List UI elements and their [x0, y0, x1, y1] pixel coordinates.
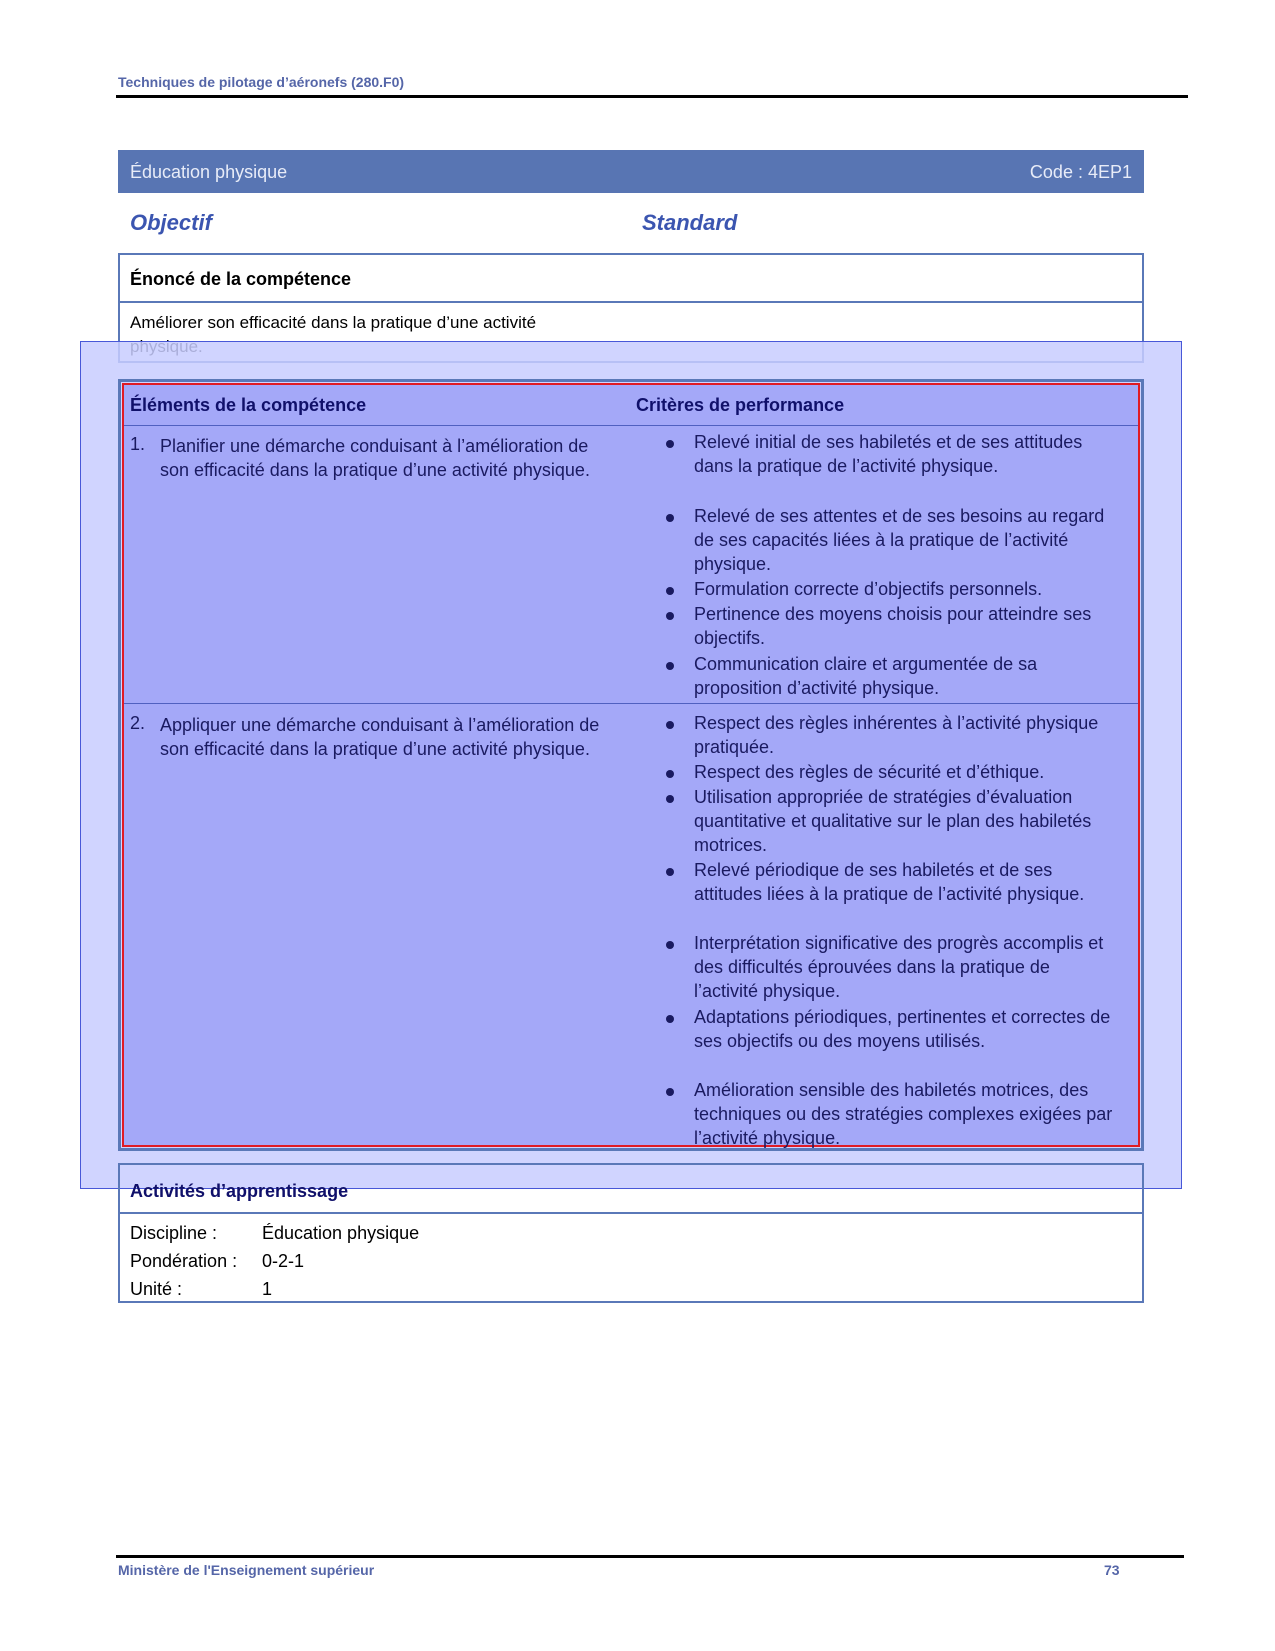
bullet-icon [666, 941, 674, 949]
bullet-icon [666, 662, 674, 670]
divider [124, 425, 1138, 426]
divider [120, 1212, 1142, 1214]
bullet-icon [666, 440, 674, 448]
divider [124, 703, 1138, 704]
elements-table [122, 383, 1140, 1147]
criterion-item: Respect des règles inhérentes à l’activité physique pratiquée. [694, 713, 1099, 757]
bullet-icon [666, 795, 674, 803]
unite-label: Unité : [130, 1279, 183, 1299]
criterion-item: Amélioration sensible des habiletés motrices, des techniques ou des stratégies complexes exigées par l’activité physique. [694, 1080, 1113, 1148]
element-number: 2. [130, 713, 146, 733]
unite-row [130, 1279, 272, 1300]
element-number: 1. [130, 434, 146, 454]
bullet-icon [666, 770, 674, 778]
ponderation-value: 0-2-1 [262, 1251, 305, 1271]
element-text: Appliquer une démarche conduisant à l’amélioration de son efficacité dans la pratique d’une activité physique. [160, 715, 600, 759]
page-number: 73 [1104, 1562, 1120, 1578]
divider [120, 301, 1142, 303]
criterion-item: Relevé initial de ses habiletés et de ses attitudes dans la pratique de l’activité physique. [694, 432, 1083, 476]
criteria-column-heading: Critères de performance [636, 395, 845, 415]
bullet-icon [666, 868, 674, 876]
criterion-item: Communication claire et argumentée de sa proposition d’activité physique. [694, 654, 1038, 698]
criterion-item: Pertinence des moyens choisis pour atteindre ses objectifs. [694, 604, 1092, 648]
document-header-title: Techniques de pilotage d’aéronefs (280.F0) [118, 74, 405, 90]
course-code: Code : 4EP1 [1029, 162, 1132, 182]
element-text: Planifier une démarche conduisant à l’amélioration de son efficacité dans la pratique d’une activité physique. [160, 436, 590, 480]
learning-activities-heading: Activités d’apprentissage [130, 1181, 349, 1201]
header-rule [116, 95, 1188, 98]
footer-rule [116, 1555, 1184, 1558]
ponderation-row [130, 1251, 304, 1272]
criterion-item: Relevé de ses attentes et de ses besoins au regard de ses capacités liées à la pratique de l’activité physique. [694, 506, 1105, 574]
ponderation-label: Pondération : [130, 1251, 238, 1271]
discipline-row [130, 1223, 419, 1244]
criterion-item: Adaptations périodiques, pertinentes et correctes de ses objectifs ou des moyens utilisés. [694, 1007, 1111, 1051]
criterion-item: Formulation correcte d’objectifs personnels. [694, 579, 1043, 599]
bullet-icon [666, 1088, 674, 1096]
bullet-icon [666, 587, 674, 595]
objective-label: Objectif [130, 210, 212, 235]
competence-statement-text: Améliorer son efficacité dans la pratique d’une activité [130, 313, 537, 332]
elements-column-heading: Éléments de la compétence [130, 395, 367, 415]
course-title-bar [118, 150, 1144, 193]
criterion-item: Utilisation appropriée de stratégies d’évaluation quantitative et qualitative sur le plan des habiletés motrices. [694, 787, 1092, 855]
criterion-item: Interprétation significative des progrès accomplis et des difficultés éprouvées dans la pratique de l’activité physique. [694, 933, 1104, 1001]
bullet-icon [666, 514, 674, 522]
bullet-icon [666, 1015, 674, 1023]
course-name: Éducation physique [130, 162, 288, 182]
criterion-item: Relevé périodique de ses habiletés et de ses attitudes liées à la pratique de l’activité physique. [694, 860, 1085, 904]
unite-value: 1 [262, 1279, 273, 1299]
discipline-value: Éducation physique [262, 1223, 420, 1243]
discipline-label: Discipline : [130, 1223, 218, 1243]
standard-label: Standard [642, 210, 738, 235]
learning-activities-box [118, 1163, 1144, 1303]
bullet-icon [666, 721, 674, 729]
bullet-icon [666, 612, 674, 620]
criterion-item: Respect des règles de sécurité et d’éthique. [694, 762, 1045, 782]
footer-ministry: Ministère de l'Enseignement supérieur [118, 1562, 375, 1578]
competence-statement-heading: Énoncé de la compétence [130, 269, 352, 289]
